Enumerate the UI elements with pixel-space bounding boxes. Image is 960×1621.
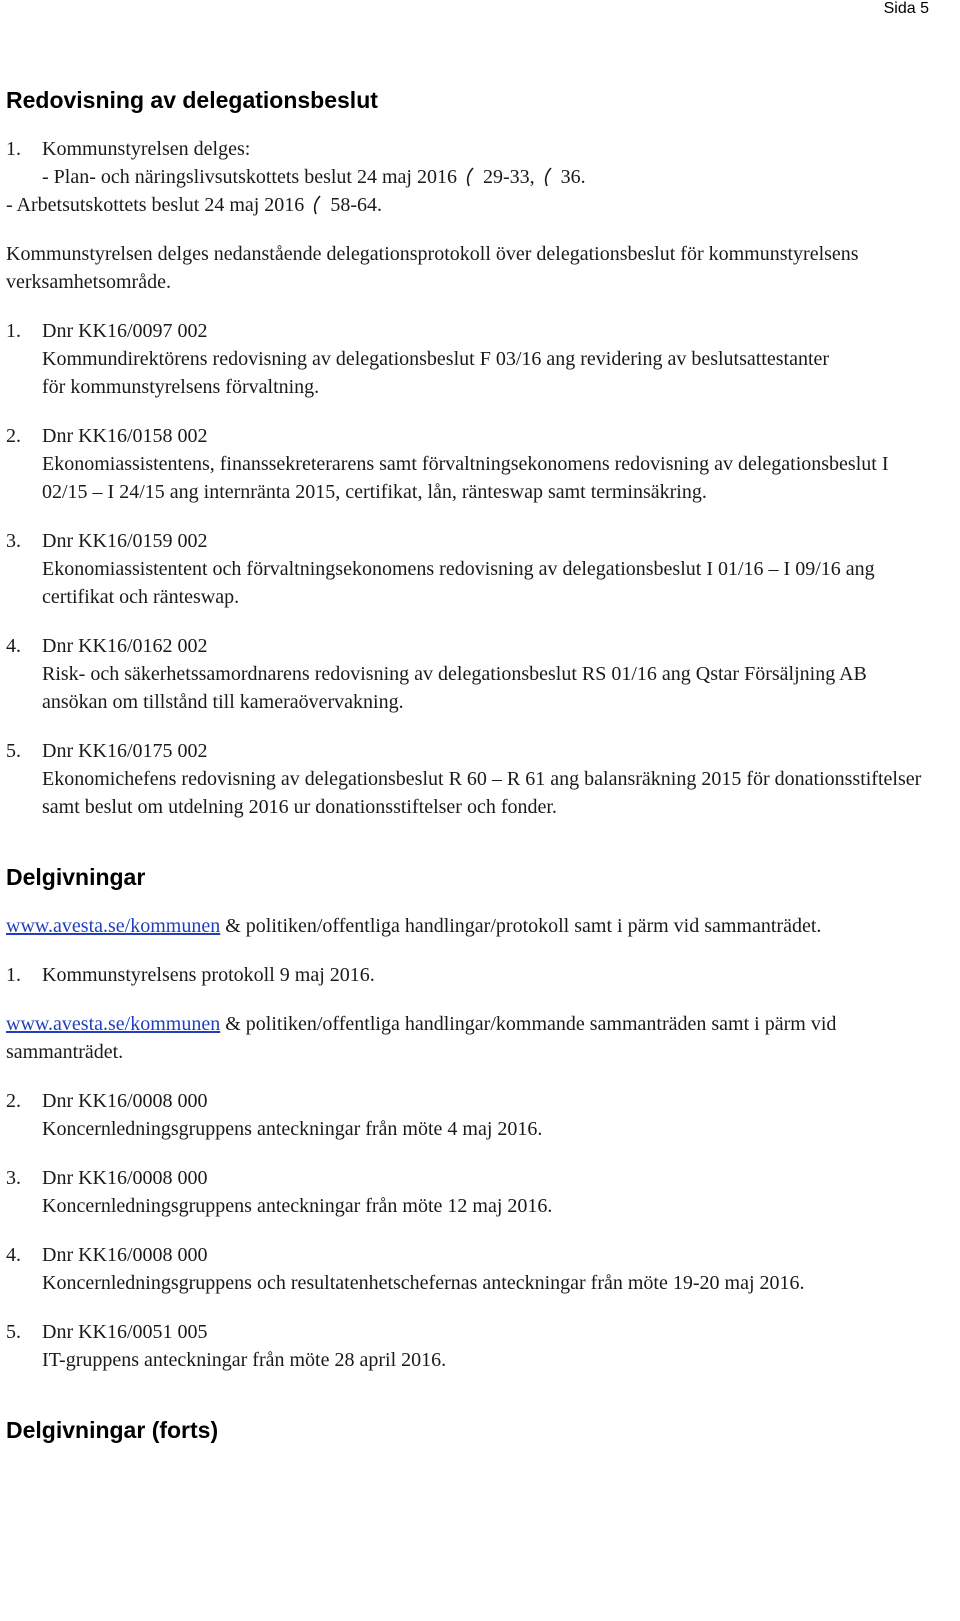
list-item <box>6 1087 936 1143</box>
intro-line-arbetsutskott: - Arbetsutskottets beslut 24 maj 2016 58-64. <box>6 194 382 216</box>
item-text: IT-gruppens anteckningar från möte 28 april 2016. <box>42 1349 447 1371</box>
intro-item <box>6 135 936 191</box>
item-reference: Dnr KK16/0175 002 <box>42 740 208 762</box>
item-text: Koncernledningsgruppens anteckningar från möte 4 maj 2016. <box>42 1118 543 1140</box>
item-text: Ekonomichefens redovisning av delegationsbeslut R 60 – R 61 ang balansräkning 2015 för donationsstiftelser samt beslut om utdelning 2016 ur donationsstiftelser och fonder. <box>42 768 922 818</box>
item-number: 4. <box>6 635 21 657</box>
item-text: Koncernledningsgruppens anteckningar från möte 12 maj 2016. <box>42 1195 553 1217</box>
item-reference: Dnr KK16/0051 005 <box>42 1321 208 1343</box>
item-number: 2. <box>6 425 21 447</box>
avesta-link[interactable]: www.avesta.se/kommunen <box>6 915 221 937</box>
list-item <box>6 527 936 611</box>
item-text: Ekonomiassistentens, finanssekreterarens samt förvaltningsekonomens redovisning av delegationsbeslut I 02/15 – I 24/15 ang internränta 2015, certifikat, lån, ränteswap samt terminsäkring. <box>42 453 889 503</box>
item-reference: Dnr KK16/0158 002 <box>42 425 208 447</box>
section-sign-icon <box>459 166 481 188</box>
item-text: Risk- och säkerhetssamordnarens redovisning av delegationsbeslut RS 01/16 ang Qstar Försäljning AB ansökan om tillstånd till kameraövervakning. <box>42 663 867 713</box>
item-number: 4. <box>6 1244 21 1266</box>
item-number: 2. <box>6 1090 21 1112</box>
item-number: 5. <box>6 740 21 762</box>
section-heading-delgivningar: Delgivningar <box>6 864 146 890</box>
item-number: 1. <box>6 964 21 986</box>
link-paragraph-protokoll: www.avesta.se/kommunen & politiken/offentliga handlingar/protokoll samt i pärm vid sammanträdet. <box>6 915 822 937</box>
section-sign-icon <box>306 194 328 216</box>
section-heading-delgivningar-forts: Delgivningar (forts) <box>6 1417 219 1443</box>
item-number: 5. <box>6 1321 21 1343</box>
item-number: 3. <box>6 1167 21 1189</box>
list-item <box>6 1164 936 1220</box>
section-heading-delegationsbeslut: Redovisning av delegationsbeslut <box>6 87 378 113</box>
list-item <box>6 317 936 401</box>
item-reference: Dnr KK16/0008 000 <box>42 1167 208 1189</box>
item-reference: Dnr KK16/0008 000 <box>42 1090 208 1112</box>
item-text: Koncernledningsgruppens och resultatenhetschefernas anteckningar från möte 19-20 maj 2016. <box>42 1272 805 1294</box>
item-reference: Dnr KK16/0159 002 <box>42 530 208 552</box>
avesta-link[interactable]: www.avesta.se/kommunen <box>6 1013 221 1035</box>
item-number: 1. <box>6 138 21 160</box>
item-text: Kommunstyrelsens protokoll 9 maj 2016. <box>42 964 375 986</box>
item-reference: Dnr KK16/0097 002 <box>42 320 208 342</box>
section-sign-icon <box>537 166 559 188</box>
link-paragraph-kommande: www.avesta.se/kommunen & politiken/offentliga handlingar/kommande sammanträden samt i pärm vid sammanträdet. <box>6 1013 837 1063</box>
item-text: Ekonomiassistentent och förvaltningsekonomens redovisning av delegationsbeslut I 01/16 – I 09/16 ang certifikat och ränteswap. <box>42 558 875 608</box>
intro-line-plan: - Plan- och näringslivsutskottets beslut 24 maj 2016 29-33, 36. <box>42 166 586 188</box>
item-text: Kommundirektörens redovisning av delegationsbeslut F 03/16 ang revidering av beslutsattestanter för kommunstyrelsens förvaltning. <box>42 348 830 398</box>
list-item <box>6 737 936 821</box>
item-reference: Dnr KK16/0162 002 <box>42 635 208 657</box>
list-item <box>6 422 936 506</box>
intro-title: Kommunstyrelsen delges: <box>42 138 251 160</box>
item-number: 1. <box>6 320 21 342</box>
item-reference: Dnr KK16/0008 000 <box>42 1244 208 1266</box>
page-number: Sida 5 <box>883 0 929 17</box>
list-item <box>6 632 936 716</box>
list-item <box>6 961 936 989</box>
list-item <box>6 1241 936 1297</box>
intro-paragraph: Kommunstyrelsen delges nedanstående delegationsprotokoll över delegationsbeslut för kommunstyrelsens verksamhetsområde. <box>6 243 859 293</box>
item-number: 3. <box>6 530 21 552</box>
document-body <box>6 84 936 1446</box>
list-item <box>6 1318 936 1374</box>
